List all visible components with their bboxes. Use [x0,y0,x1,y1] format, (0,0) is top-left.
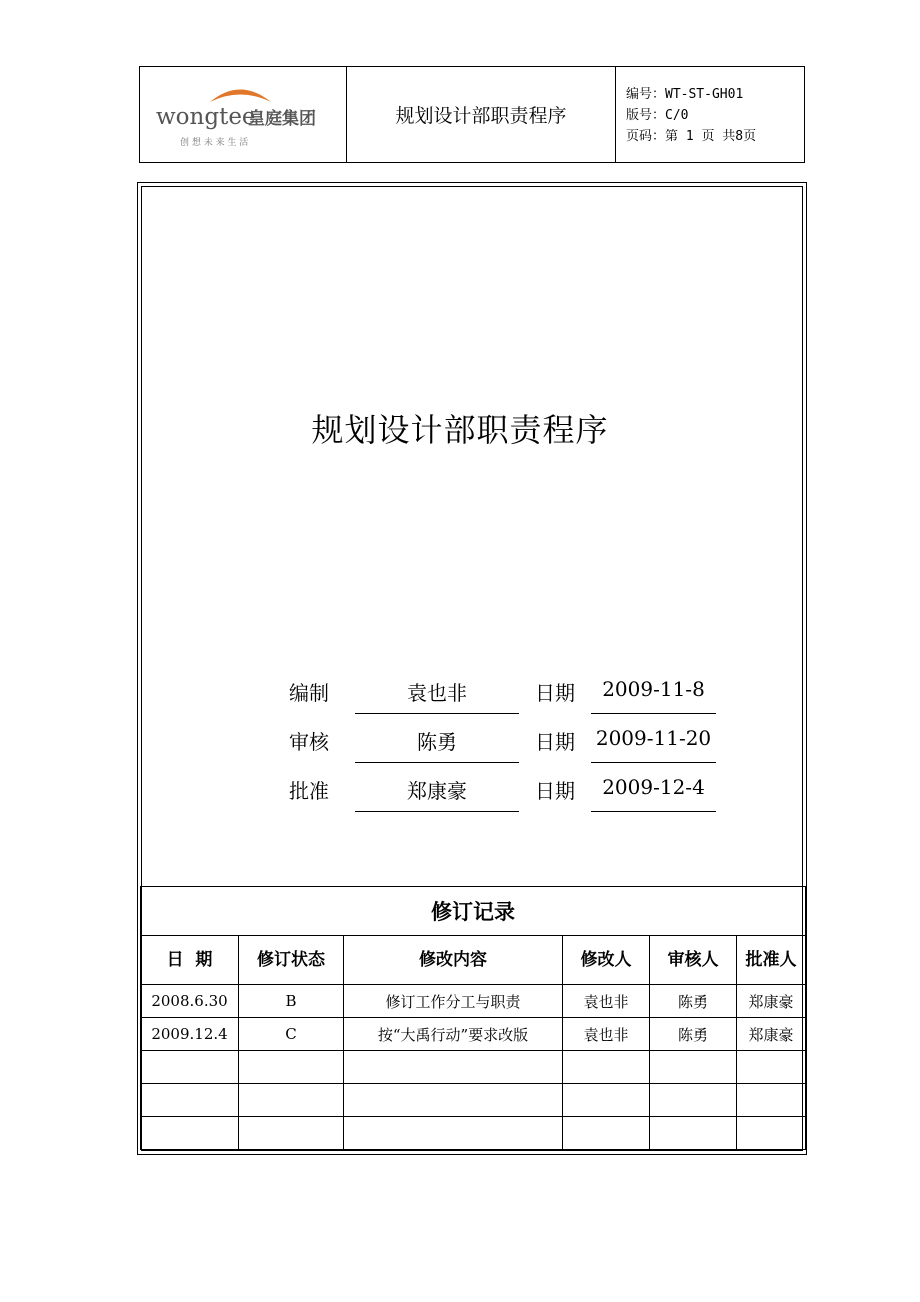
sig-date-prepared: 2009-11-8 [602,677,705,701]
sig-name-prepared: 袁也非 [407,681,467,705]
document-header [139,66,805,163]
cell-approver: 郑康豪 [737,1018,806,1051]
cell-date [141,1117,239,1150]
table-row [141,1084,806,1117]
sig-role-prepared: 编制 [289,681,329,705]
cell-approver: 郑康豪 [737,985,806,1018]
cell-modifier: 袁也非 [563,1018,650,1051]
cell-approver [737,1051,806,1084]
sig-name-reviewed: 陈勇 [417,730,457,754]
revision-header-row [141,936,806,985]
cell-reviewer: 陈勇 [650,985,737,1018]
cell-modifier [563,1084,650,1117]
cell-reviewer [650,1084,737,1117]
cell-content [344,1051,563,1084]
header-title: 规划设计部职责程序 [347,67,616,162]
cell-reviewer: 陈勇 [650,1018,737,1051]
table-row [141,985,806,1018]
logo-arc-icon [210,90,271,103]
cell-status [239,1084,344,1117]
sig-line [355,762,519,763]
doc-number: 编号：WT-ST-GH01 [626,87,744,102]
sig-line [355,811,519,812]
sig-date-label: 日期 [535,681,575,705]
company-logo [140,67,347,162]
col-reviewer-header: 审核人 [650,936,737,985]
sig-line [355,713,519,714]
logo-slogan: 创 想 未 来 生 活 [180,138,249,148]
sig-date-label: 日期 [535,779,575,803]
sig-role-approved: 批准 [289,779,329,803]
col-status-header: 修订状态 [239,936,344,985]
sig-line [591,811,716,812]
cell-modifier [563,1051,650,1084]
col-modifier-header: 修改人 [563,936,650,985]
cell-status [239,1051,344,1084]
cell-status [239,1117,344,1150]
cell-content: 按“大禹行动”要求改版 [344,1018,563,1051]
sig-date-label: 日期 [535,730,575,754]
cell-date [141,1084,239,1117]
sig-date-reviewed: 2009-11-20 [595,726,712,750]
cell-modifier [563,1117,650,1150]
revision-table [140,886,806,1150]
cell-approver [737,1084,806,1117]
cell-status: B [239,985,344,1018]
cell-status: C [239,1018,344,1051]
sig-role-reviewed: 审核 [289,730,329,754]
table-row [141,1051,806,1084]
cell-reviewer [650,1117,737,1150]
cell-modifier: 袁也非 [563,985,650,1018]
col-content-header: 修改内容 [344,936,563,985]
cell-content [344,1084,563,1117]
cover-title: 规划设计部职责程序 [311,411,609,449]
table-row [141,1018,806,1051]
revision-caption: 修订记录 [141,887,806,936]
sig-name-approved: 郑康豪 [407,779,467,803]
header-meta [616,67,804,162]
cell-approver [737,1117,806,1150]
cell-date [141,1051,239,1084]
col-approver-header: 批准人 [737,936,806,985]
cell-content [344,1117,563,1150]
sig-line [591,762,716,763]
cell-reviewer [650,1051,737,1084]
cell-date: 2009.12.4 [141,1018,239,1051]
sig-line [591,713,716,714]
cell-date: 2008.6.30 [141,985,239,1018]
page-number: 页码：第 1 页 共8页 [626,129,757,144]
logo-chinese: 皇庭集团 [248,109,316,129]
cell-content: 修订工作分工与职责 [344,985,563,1018]
col-date-header: 日 期 [141,936,239,985]
table-row [141,1117,806,1150]
doc-version: 版号：C/0 [626,108,689,123]
logo-wordmark: wongtee [156,104,256,130]
sig-date-approved: 2009-12-4 [602,775,705,799]
